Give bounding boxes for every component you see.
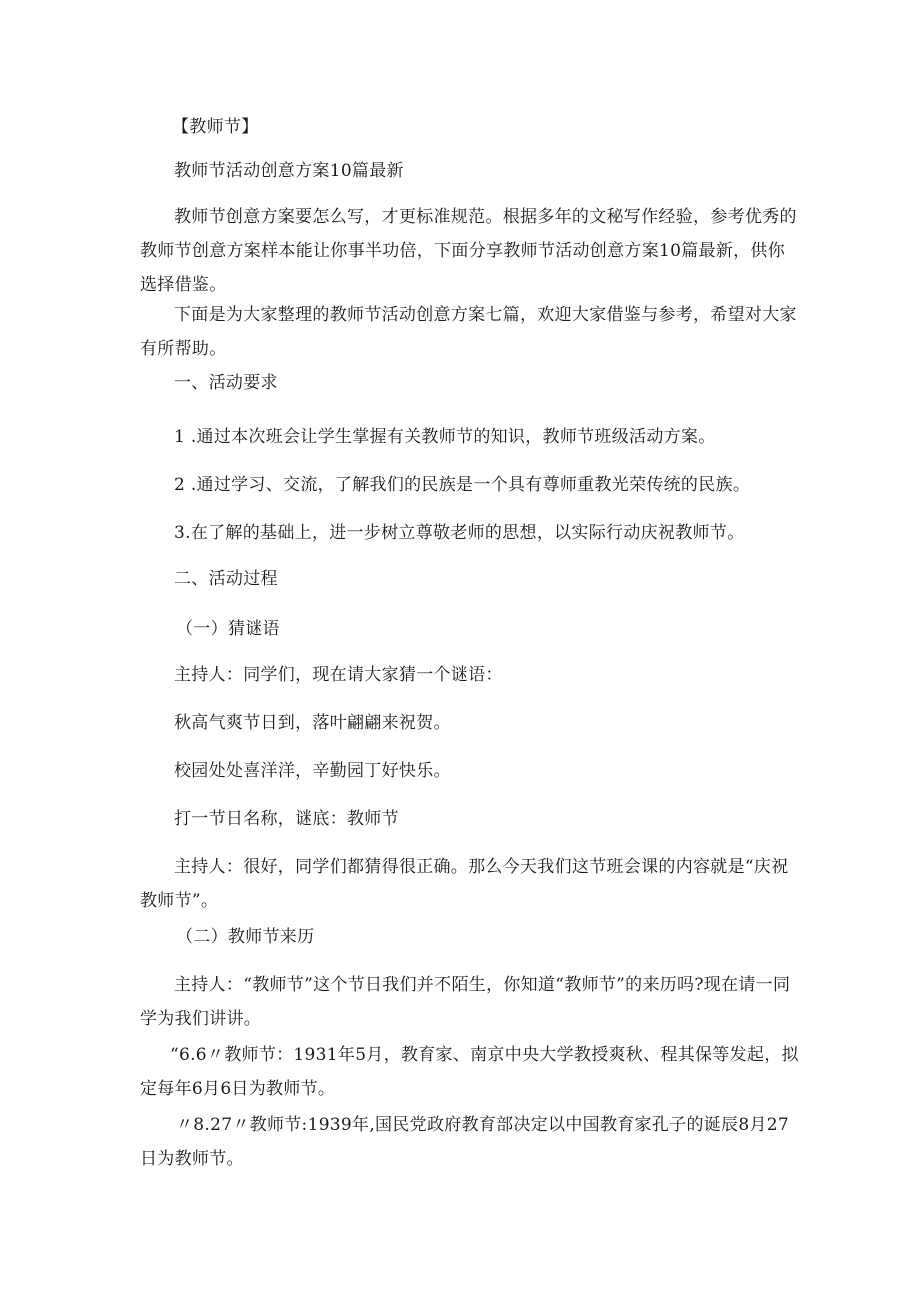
riddle-line-2: 校园处处喜洋洋，辛勤园丁好快乐。 <box>174 761 451 781</box>
requirement-item-1: 1 .通过本次班会让学生掌握有关教师节的知识，教师节班级活动方案。 <box>174 427 716 447</box>
subheading-history: （二）教师节来历 <box>176 927 315 947</box>
riddle-line-1: 秋高气爽节日到，落叶翩翩来祝贺。 <box>174 713 451 733</box>
riddle-answer: 打一节日名称，谜底：教师节 <box>174 809 399 829</box>
host-line-1: 主持人：同学们，现在请大家猜一个谜语： <box>174 665 503 685</box>
intro-paragraph-1: 教师节创意方案要怎么写，才更标准规范。根据多年的文秘写作经验，参考优秀的教师节创意方案样本能让你事半功倍，下面分享教师节活动创意方案10篇最新，供你选择借鉴。 <box>140 207 797 295</box>
document-title: 教师节活动创意方案10篇最新 <box>174 161 404 181</box>
history-paragraph-2: 〃8.27〃教师节:1939年,国民党政府教育部决定以中国教育家孔子的诞辰8月27日为教师节。 <box>140 1115 789 1169</box>
host-line-2: 主持人：很好，同学们都猜得很正确。那么今天我们这节班会课的内容就是“庆祝教师节”。 <box>140 857 789 911</box>
section-tag: 【教师节】 <box>172 117 259 137</box>
requirement-item-2: 2 .通过学习、交流，了解我们的民族是一个具有尊师重教光荣传统的民族。 <box>174 475 751 495</box>
heading-activity-requirements: 一、活动要求 <box>174 373 278 393</box>
history-paragraph-1: “6.6〃教师节：1931年5月，教育家、南京中央大学教授爽秋、程其保等发起，拟定每年6月6日为教师节。 <box>140 1045 799 1099</box>
host-line-3: 主持人：“教师节”这个节日我们并不陌生，你知道“教师节”的来历吗?现在请一同学为我们讲讲。 <box>140 975 791 1029</box>
requirement-item-3: 3.在了解的基础上，进一步树立尊敬老师的思想，以实际行动庆祝教师节。 <box>174 523 745 543</box>
intro-paragraph-2: 下面是为大家整理的教师节活动创意方案七篇，欢迎大家借鉴与参考，希望对大家有所帮助。 <box>140 305 797 359</box>
subheading-riddle: （一）猜谜语 <box>176 619 280 639</box>
heading-activity-process: 二、活动过程 <box>174 569 278 589</box>
